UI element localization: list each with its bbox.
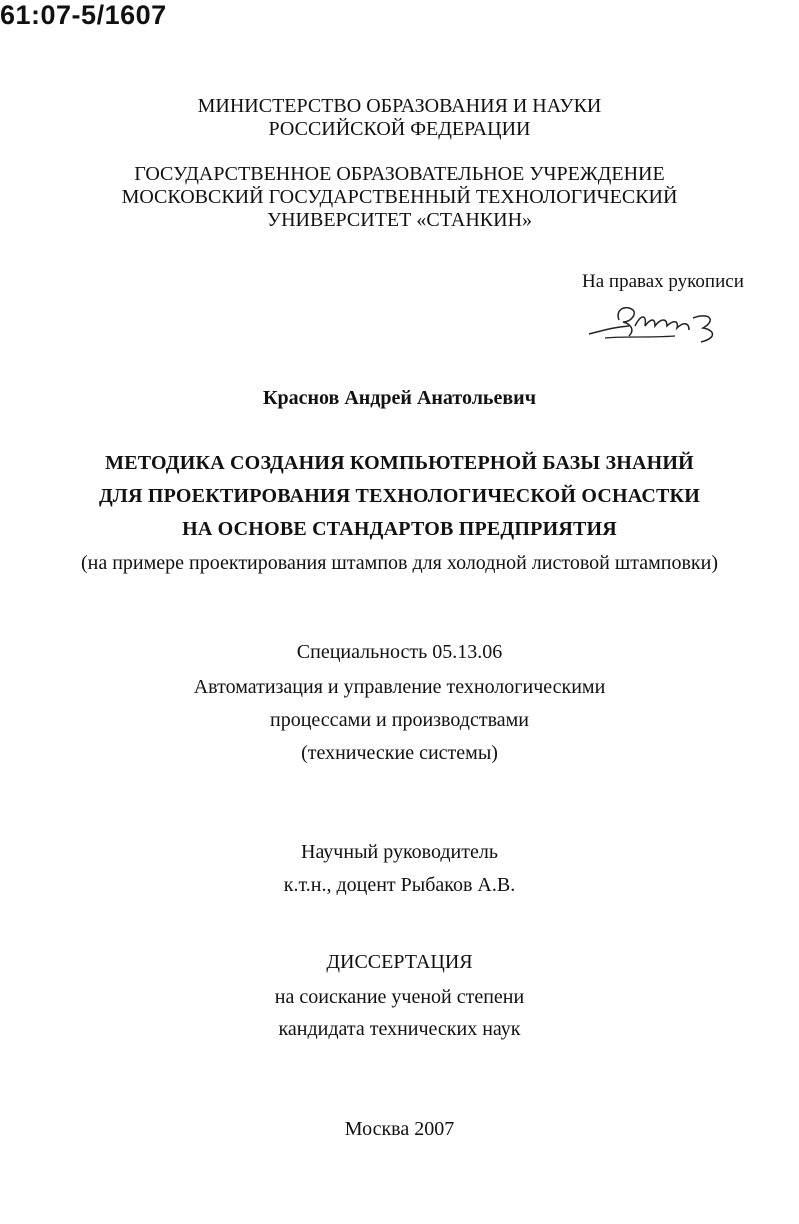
city-year: Москва 2007 xyxy=(344,1118,455,1140)
title-line-3: НА ОСНОВЕ СТАНДАРТОВ ПРЕДПРИЯТИЯ xyxy=(182,518,617,540)
manuscript-note: На правах рукописи xyxy=(582,271,744,292)
supervisor-label: Научный руководитель xyxy=(301,841,498,863)
title-line-1: МЕТОДИКА СОЗДАНИЯ КОМПЬЮТЕРНОЙ БАЗЫ ЗНАНИЙ xyxy=(105,452,694,474)
dissertation-heading: ДИССЕРТАЦИЯ xyxy=(326,951,473,973)
author-name: Краснов Андрей Анатольевич xyxy=(263,387,536,409)
institution-line-1: ГОСУДАРСТВЕННОЕ ОБРАЗОВАТЕЛЬНОЕ УЧРЕЖДЕНИЕ xyxy=(134,163,665,185)
title-subtitle: (на примере проектирования штампов для холодной листовой штамповки) xyxy=(80,552,718,574)
ministry-line-1: МИНИСТЕРСТВО ОБРАЗОВАНИЯ И НАУКИ xyxy=(197,95,602,117)
specialty-line-2: процессами и производствами xyxy=(270,709,529,731)
specialty-line-1: Автоматизация и управление технологическими xyxy=(193,676,606,698)
author-signature xyxy=(585,300,725,346)
dissertation-line-2: кандидата технических наук xyxy=(278,1018,521,1040)
supervisor-name: к.т.н., доцент Рыбаков А.В. xyxy=(283,874,516,896)
ministry-line-2: РОССИЙСКОЙ ФЕДЕРАЦИИ xyxy=(268,118,531,140)
specialty-line-3: (технические системы) xyxy=(301,742,498,764)
title-line-2: ДЛЯ ПРОЕКТИРОВАНИЯ ТЕХНОЛОГИЧЕСКОЙ ОСНАСТКИ xyxy=(98,485,701,507)
dissertation-line-1: на соискание ученой степени xyxy=(274,986,525,1008)
institution-line-3: УНИВЕРСИТЕТ «СТАНКИН» xyxy=(266,209,533,231)
specialty-code: Специальность 05.13.06 xyxy=(296,641,503,663)
archive-stamp-number: 61:07-5/1607 xyxy=(0,0,167,30)
institution-line-2: МОСКОВСКИЙ ГОСУДАРСТВЕННЫЙ ТЕХНОЛОГИЧЕСКИЙ xyxy=(121,186,678,208)
